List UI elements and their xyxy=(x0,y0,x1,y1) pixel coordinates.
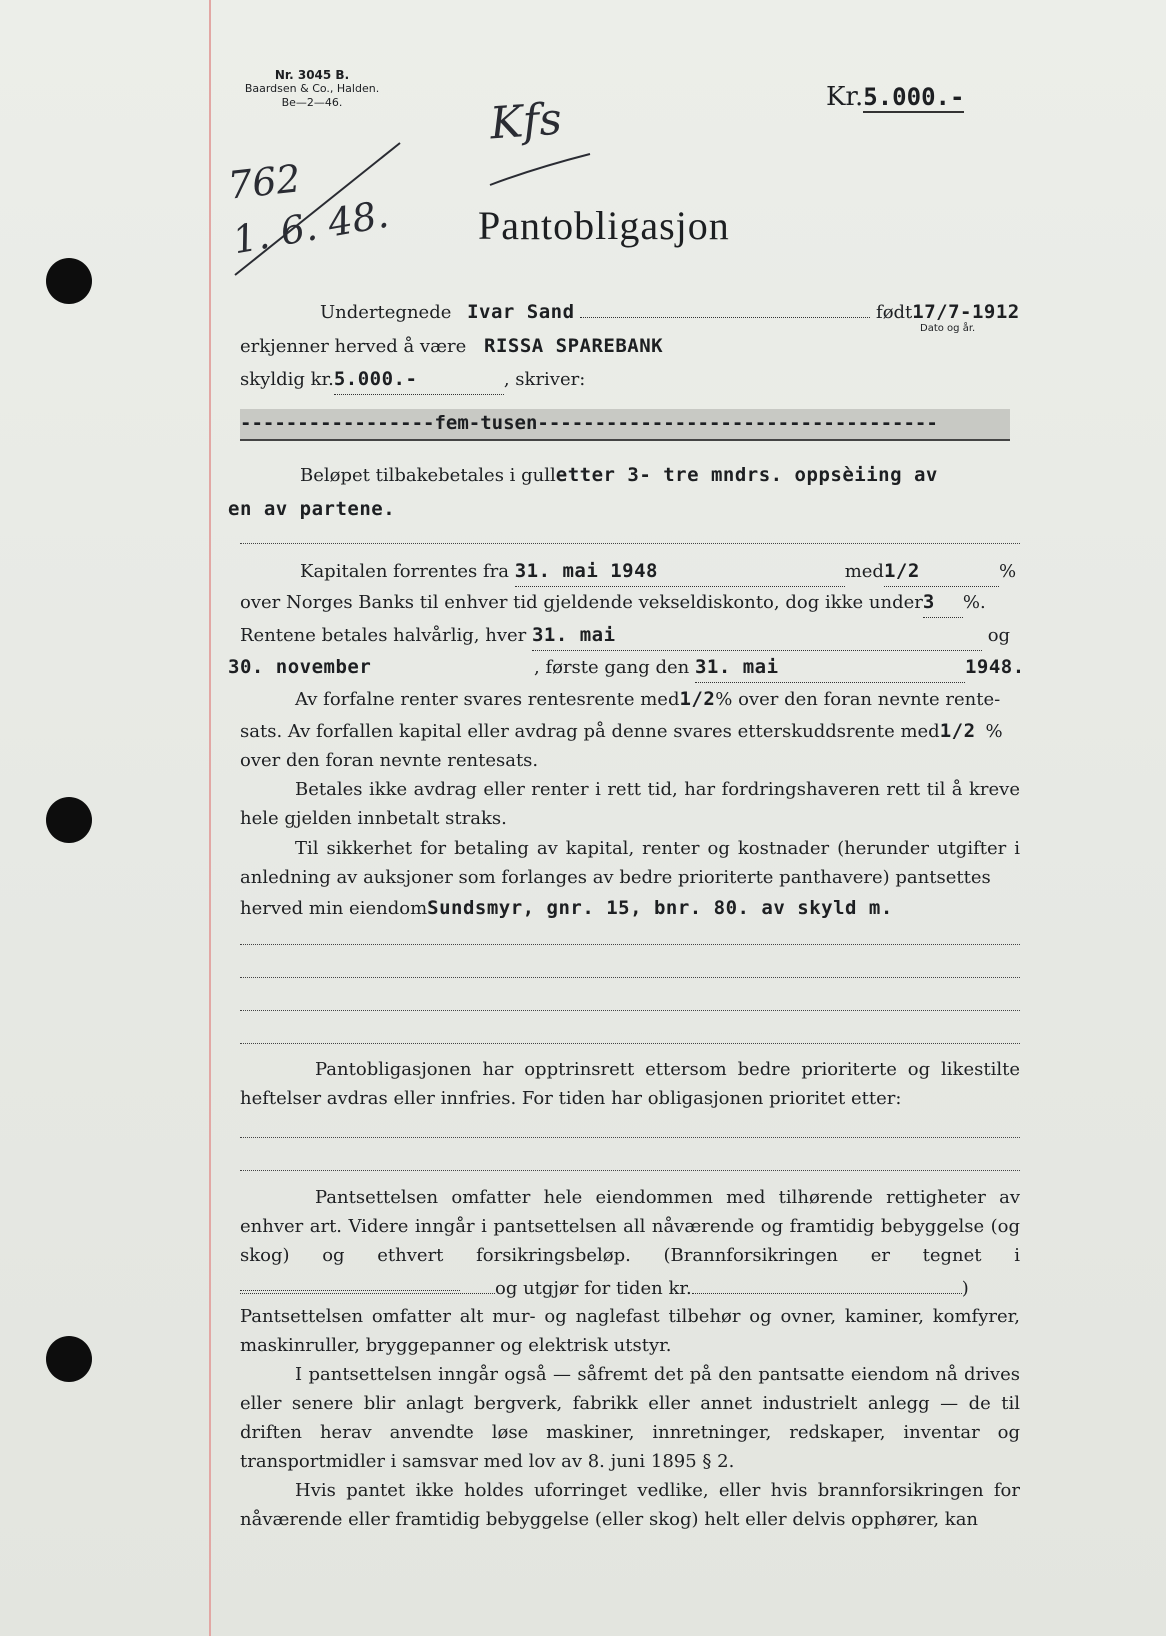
hand-date: 1. 6. 48. xyxy=(229,191,392,263)
punch-hole xyxy=(46,258,92,304)
born-label: født xyxy=(876,302,913,323)
undersigned-value: Ivar Sand xyxy=(467,301,575,323)
blank-rule xyxy=(240,1170,1020,1171)
industry-paragraph: I pantsettelsen inngår også — såfremt det på den pantsatte eiendom nå drives eller senere blir anlagt bergverk, fabrikk eller annet industrielt anlegg — de til driften herav anvendte løse maskiner, innretninger, redskaper, inventar og transportmidler i samsvar med lov av 8. juni 1895 § 2. xyxy=(240,1364,1020,1472)
interest-over-text: over Norges Banks til enhver tid gjeldende vekseldiskonto, dog ikke under xyxy=(240,592,923,613)
born-caption: Dato og år. xyxy=(920,323,976,334)
interest-year-value: 1948. xyxy=(964,656,1025,678)
margin-line xyxy=(209,0,211,1636)
maintenance-paragraph: Hvis pantet ikke holdes uforringet vedlike, eller hvis brannforsikringen for nåværende eller framtidig bebyggelse (eller skog) helt eller delvis opphører, kan xyxy=(240,1480,1020,1530)
interest-semi-line xyxy=(240,620,1020,650)
interest-pct2: %. xyxy=(962,592,986,613)
repayment-line xyxy=(240,460,1020,490)
overdue-c-value: 1/2 xyxy=(939,720,976,742)
hand-stroke xyxy=(225,135,405,285)
overdue-b: % over den foran nevnte rente- xyxy=(715,689,1001,710)
overdue-line-3 xyxy=(240,746,1020,776)
blank-rule xyxy=(240,977,1020,978)
overdue-e: over den foran nevnte rentesats. xyxy=(240,750,539,771)
interest-from-value: 31. mai 1948 xyxy=(515,556,845,587)
initials-underline xyxy=(485,150,595,190)
owed-line xyxy=(240,364,1020,394)
creditor-line xyxy=(240,331,1020,361)
hand-initials: Kfs xyxy=(488,93,564,150)
punch-hole xyxy=(46,797,92,843)
interest-first-line xyxy=(228,652,1025,682)
interest-first-value: 31. mai xyxy=(695,652,965,683)
overdue-line-2 xyxy=(240,716,1020,746)
printer-name: Baardsen & Co., Halden. xyxy=(244,82,380,95)
repayment-line-2 xyxy=(228,494,1008,524)
amount-header xyxy=(826,82,964,113)
interest-semi-value: 31. mai xyxy=(532,620,982,651)
priority-paragraph: Pantobligasjonen har opptrinsrett ettersom bedre prioriterte og likestilte heftelser avdras eller innfries. For tiden har obligasjonen prioritet etter: xyxy=(240,1059,1020,1109)
form-number: Nr. 3045 B. xyxy=(274,68,350,82)
amount-value: 5.000.- xyxy=(863,83,965,111)
overdue-d: % xyxy=(985,721,1003,742)
interest-over-line xyxy=(240,587,1020,617)
property-line xyxy=(240,893,1020,923)
interest-semi-label: Rentene betales halvårlig, hver xyxy=(240,625,527,646)
scope-tail: og utgjør for tiden kr. xyxy=(495,1278,692,1299)
overdue-a-value: 1/2 xyxy=(679,688,716,710)
creditor-value: RISSA SPAREBANK xyxy=(484,335,664,357)
amount-in-words: -----------------fem-tusen----------------------------------- xyxy=(240,409,1010,441)
fixtures-paragraph: Pantsettelsen omfatter alt mur- og naglefast tilbehør og ovner, kaminer, komfyrer, maskinruller, bryggepanner og elektrisk utstyr. xyxy=(240,1306,1020,1356)
acknowledge-label: erkjenner herved å være xyxy=(240,336,467,357)
interest-min-value: 3 xyxy=(923,587,963,618)
repayment-value-1: etter 3- tre mndrs. oppsèiing av xyxy=(555,464,938,486)
security-paragraph: Til sikkerhet for betaling av kapital, renter og kostnader (herunder utgifter i anledning av auksjoner som forlanges av bedre prioriterte panthavere) pantsettes xyxy=(240,838,1020,888)
hand-number: 762 xyxy=(225,156,303,208)
born-value: 17/7-1912 xyxy=(912,301,1020,323)
printer-imprint xyxy=(232,68,392,110)
interest-with-label: med xyxy=(844,561,884,582)
punch-hole xyxy=(46,1336,92,1382)
amount-label: Kr. xyxy=(826,82,864,112)
interest-with-value: 1/2 xyxy=(884,556,999,587)
blank-rule xyxy=(240,944,1020,945)
interest-from-line xyxy=(240,556,1020,586)
overdue-c: sats. Av forfallen kapital eller avdrag på denne svares etterskuddsrente med xyxy=(240,721,940,742)
interest-second-value: 30. november xyxy=(228,656,372,678)
undersigned-label: Undertegnede xyxy=(320,302,452,323)
owed-value: 5.000.- xyxy=(334,364,504,395)
blank-rule xyxy=(240,1137,1020,1138)
undersigned-line xyxy=(240,297,1020,327)
interest-and-label: og xyxy=(987,625,1011,646)
interest-pct: % xyxy=(998,561,1017,582)
scope-text: Pantsettelsen omfatter hele eiendommen med tilhørende rettigheter av enhver art. Videre inngår i pantsettelsen all nåværende og framtidig bebyggelse (og skog) og ethvert forsikringsbeløp. (Brannforsikringen er tegnet i xyxy=(240,1187,1020,1266)
property-label: herved min eiendom xyxy=(240,898,428,919)
overdue-line-1 xyxy=(240,684,1020,714)
repayment-value-2: en av partene. xyxy=(228,498,396,520)
repayment-label: Beløpet tilbakebetales i gull xyxy=(300,465,556,486)
interest-from-label: Kapitalen forrentes fra xyxy=(300,561,509,582)
writes-label: , skriver: xyxy=(503,369,586,390)
print-code: Be—2—46. xyxy=(281,96,343,109)
scope-tail-line xyxy=(240,1273,1020,1303)
owed-label: skyldig kr. xyxy=(240,369,334,390)
interest-first-label: , første gang den xyxy=(534,657,690,678)
default-paragraph: Betales ikke avdrag eller renter i rett tid, har fordringshaveren rett til å kreve hele gjelden innbetalt straks. xyxy=(240,779,1020,829)
property-value: Sundsmyr, gnr. 15, bnr. 80. av skyld m. xyxy=(427,897,893,919)
blank-rule xyxy=(240,1010,1020,1011)
overdue-a: Av forfalne renter svares rentesrente med xyxy=(295,689,680,710)
scope-close: ) xyxy=(961,1278,969,1299)
document-title: Pantobligasjon xyxy=(478,203,730,248)
blank-rule xyxy=(240,543,1020,544)
blank-rule xyxy=(240,1043,1020,1044)
